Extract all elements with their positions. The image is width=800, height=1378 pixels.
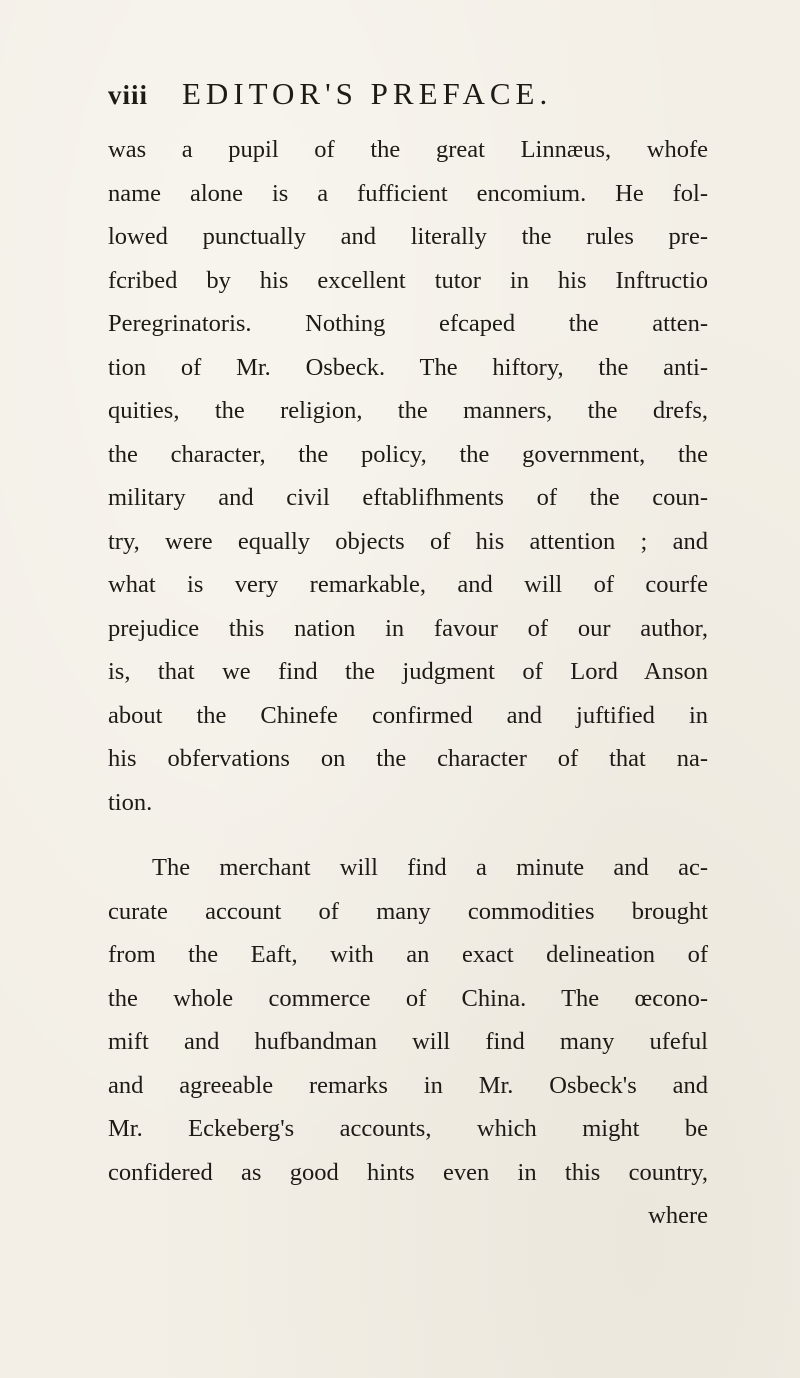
body-text — [108, 128, 708, 1238]
text-line: try, were equally objects of his attention ; and — [108, 527, 708, 555]
paragraph-2 — [108, 846, 708, 1238]
text-line: confidered as good hints even in this country, — [108, 1158, 708, 1186]
text-line: curate account of many commodities brought — [108, 897, 708, 925]
text-line: the whole commerce of China. The œcono- — [108, 984, 708, 1012]
running-title: EDITOR'S PREFACE. — [182, 76, 553, 111]
catchword: where — [648, 1202, 708, 1229]
text-line: the character, the policy, the government, the — [108, 440, 708, 468]
text-line: military and civil eftablifhments of the coun- — [108, 484, 708, 511]
text-line: tion. — [108, 788, 153, 816]
text-line: was a pupil of the great Linnæus, whofe — [108, 136, 708, 163]
text-line: prejudice this nation in favour of our author, — [108, 614, 708, 642]
text-line: is, that we find the judgment of Lord Anson — [108, 658, 708, 685]
text-line: name alone is a fufficient encomium. He fol- — [108, 179, 708, 207]
text-line: quities, the religion, the manners, the drefs, — [108, 397, 708, 424]
text-line: from the Eaft, with an exact delineation of — [108, 941, 708, 968]
text-line: The merchant will find a minute and ac- — [152, 854, 708, 881]
paragraph-1 — [108, 128, 708, 824]
text-line: his obfervations on the character of that na- — [108, 745, 708, 772]
paragraph-gap — [108, 824, 708, 846]
text-line: what is very remarkable, and will of courfe — [108, 571, 708, 598]
text-line: fcribed by his excellent tutor in his Inftructio — [108, 266, 708, 294]
text-line: about the Chinefe confirmed and juftified in — [108, 701, 708, 729]
text-line: tion of Mr. Osbeck. The hiftory, the anti- — [108, 353, 708, 381]
text-line: and agreeable remarks in Mr. Osbeck's and — [108, 1071, 708, 1099]
text-line: Peregrinatoris. Nothing efcaped the atten- — [108, 310, 708, 337]
running-head — [108, 76, 708, 122]
page-number: viii — [108, 80, 149, 110]
text-line: Mr. Eckeberg's accounts, which might be — [108, 1115, 708, 1142]
text-line: mift and hufbandman will find many ufeful — [108, 1028, 708, 1055]
text-line: lowed punctually and literally the rules pre- — [108, 223, 708, 250]
